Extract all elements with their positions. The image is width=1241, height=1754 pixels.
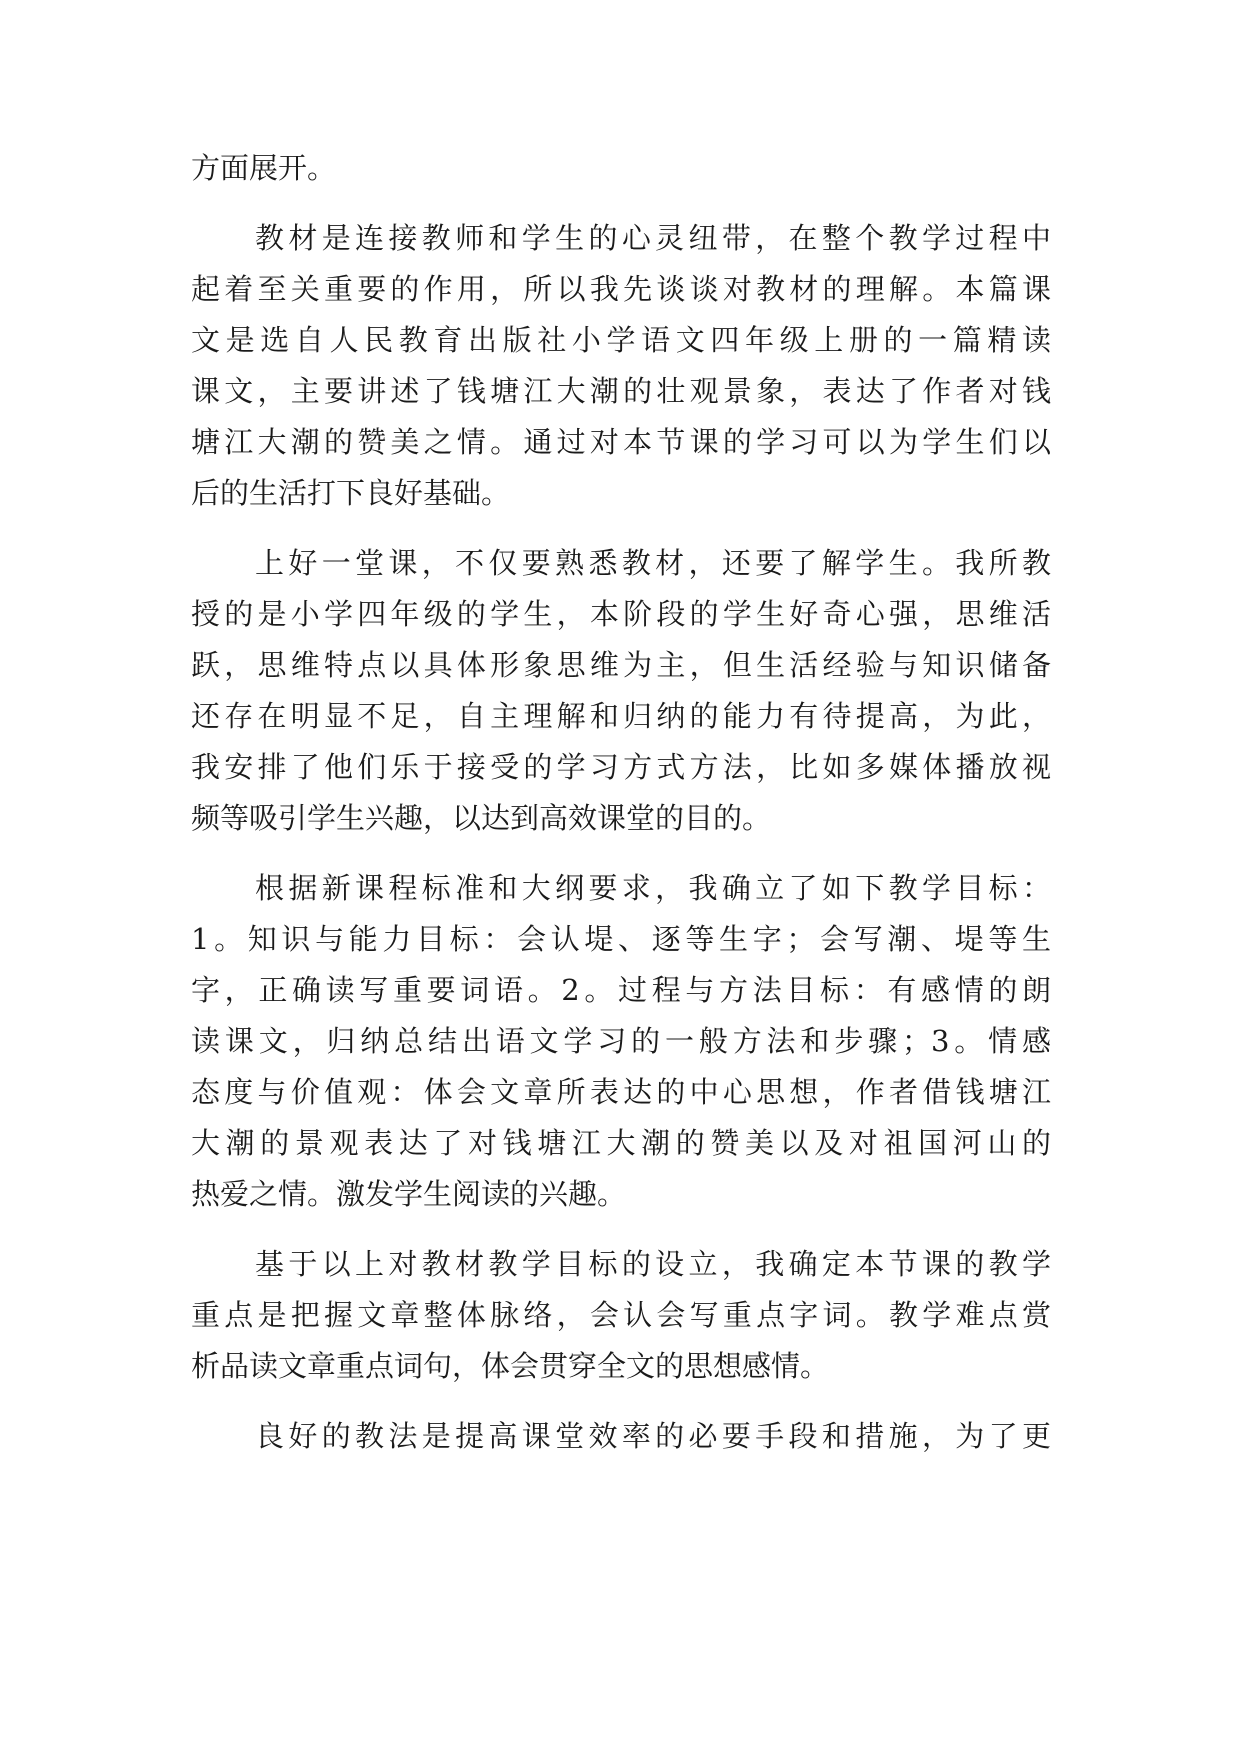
text-line: 教材是连接教师和学生的心灵纽带，在整个教学过程中 xyxy=(255,221,1051,255)
text-line: 塘江大潮的赞美之情。通过对本节课的学习可以为学生们以 xyxy=(191,425,1051,459)
text-line: 态度与价值观：体会文章所表达的中心思想，作者借钱塘江 xyxy=(191,1075,1051,1109)
text-line: 字，正确读写重要词语。2。过程与方法目标：有感情的朗 xyxy=(191,973,1051,1007)
text-line: 跃，思维特点以具体形象思维为主，但生活经验与知识储备 xyxy=(191,648,1051,682)
text-line: 课文，主要讲述了钱塘江大潮的壮观景象，表达了作者对钱 xyxy=(191,374,1051,408)
text-line: 1。知识与能力目标：会认堤、逐等生字；会写潮、堤等生 xyxy=(191,922,1051,956)
text-line: 热爱之情。激发学生阅读的兴趣。 xyxy=(191,1177,627,1211)
text-line: 后的生活打下良好基础。 xyxy=(191,476,511,510)
text-line: 文是选自人民教育出版社小学语文四年级上册的一篇精读 xyxy=(191,323,1051,357)
text-line: 大潮的景观表达了对钱塘江大潮的赞美以及对祖国河山的 xyxy=(191,1126,1051,1160)
text-line: 析品读文章重点词句，体会贯穿全文的思想感情。 xyxy=(191,1349,830,1383)
text-line: 基于以上对教材教学目标的设立，我确定本节课的教学 xyxy=(255,1247,1051,1281)
text-line: 读课文，归纳总结出语文学习的一般方法和步骤；3。情感 xyxy=(191,1024,1051,1058)
text-line: 还存在明显不足，自主理解和归纳的能力有待提高，为此， xyxy=(191,699,1051,733)
text-line: 我安排了他们乐于接受的学习方式方法，比如多媒体播放视 xyxy=(191,750,1051,784)
text-line: 方面展开。 xyxy=(191,151,337,185)
text-line: 授的是小学四年级的学生，本阶段的学生好奇心强，思维活 xyxy=(191,597,1051,631)
text-line: 频等吸引学生兴趣，以达到高效课堂的目的。 xyxy=(191,801,772,835)
text-line: 起着至关重要的作用，所以我先谈谈对教材的理解。本篇课 xyxy=(191,272,1051,306)
text-line: 良好的教法是提高课堂效率的必要手段和措施，为了更 xyxy=(255,1419,1051,1453)
text-line: 上好一堂课，不仅要熟悉教材，还要了解学生。我所教 xyxy=(255,546,1051,580)
text-line: 根据新课程标准和大纲要求，我确立了如下教学目标： xyxy=(255,871,1051,905)
text-line: 重点是把握文章整体脉络，会认会写重点字词。教学难点赏 xyxy=(191,1298,1051,1332)
